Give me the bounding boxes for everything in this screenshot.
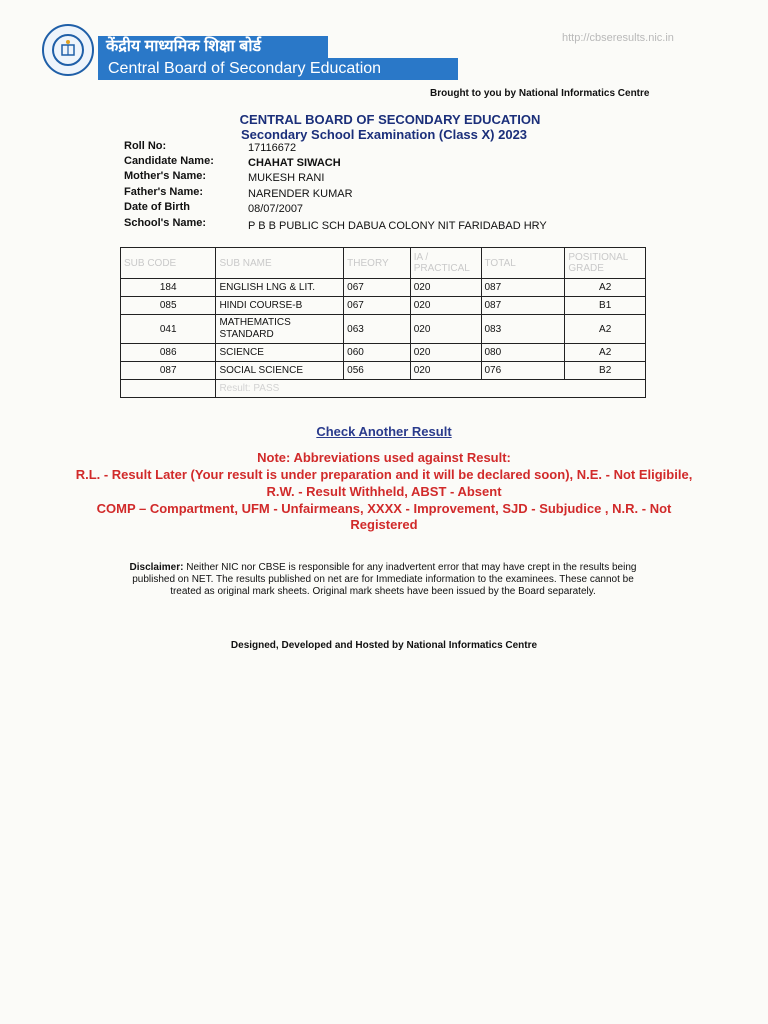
grade-cell: B2 <box>565 362 646 380</box>
sub-code-cell: 184 <box>121 279 216 297</box>
practical-cell: 020 <box>410 279 481 297</box>
grade-cell: A2 <box>565 315 646 344</box>
grade-cell: A2 <box>565 344 646 362</box>
hindi-board-title: केंद्रीय माध्यमिक शिक्षा बोर्ड <box>98 36 328 58</box>
sub-name-cell: ENGLISH LNG & LIT. <box>216 279 344 297</box>
sub-name-cell: SOCIAL SCIENCE <box>216 362 344 380</box>
marks-table <box>120 247 646 398</box>
header-theory: THEORY <box>344 248 411 279</box>
roll-value: 17116672 <box>248 142 297 154</box>
sub-code-cell: 086 <box>121 344 216 362</box>
total-cell: 087 <box>481 297 565 315</box>
theory-cell: 060 <box>344 344 411 362</box>
sub-code-cell: 041 <box>121 315 216 344</box>
theory-cell: 067 <box>344 297 411 315</box>
check-another-result-link[interactable]: Check Another Result <box>316 424 452 439</box>
dob-value: 08/07/2007 <box>248 203 304 215</box>
header-sub-code: SUB CODE <box>121 248 216 279</box>
practical-cell: 020 <box>410 297 481 315</box>
abbreviations-line-4: Registered <box>350 517 418 532</box>
abbreviations-line-1: R.L. - Result Later (Your result is under preparation and it will be declared soon), N.E. - Not Eligibile, <box>75 467 693 482</box>
result-cell: Result: PASS <box>216 380 646 398</box>
sub-name-cell: MATHEMATICS STANDARD <box>216 315 344 344</box>
abbreviations-heading: Note: Abbreviations used against Result: <box>257 450 511 465</box>
table-row <box>121 315 646 344</box>
cbse-logo-icon <box>42 24 94 76</box>
sub-name-cell: HINDI COURSE-B <box>216 297 344 315</box>
header-practical: IA / PRACTICAL <box>410 248 481 279</box>
theory-cell: 067 <box>344 279 411 297</box>
table-header-row <box>121 248 646 279</box>
board-heading: CENTRAL BOARD OF SECONDARY EDUCATION <box>239 112 541 127</box>
dob-label: Date of Birth <box>124 201 190 213</box>
table-row <box>121 344 646 362</box>
header-grade: POSITIONAL GRADE <box>565 248 646 279</box>
total-cell: 080 <box>481 344 565 362</box>
sub-code-cell: 085 <box>121 297 216 315</box>
designed-by-footer: Designed, Developed and Hosted by National Informatics Centre <box>230 640 538 651</box>
practical-cell: 020 <box>410 344 481 362</box>
disclaimer <box>118 562 648 598</box>
school-name-value: P B B PUBLIC SCH DABUA COLONY NIT FARIDABAD HRY <box>248 220 547 232</box>
roll-label: Roll No: <box>124 140 167 152</box>
disclaimer-label: Disclaimer: <box>129 562 184 573</box>
abbreviations-line-2: R.W. - Result Withheld, ABST - Absent <box>266 484 502 499</box>
total-cell: 087 <box>481 279 565 297</box>
practical-cell: 020 <box>410 362 481 380</box>
result-row <box>121 380 646 398</box>
candidate-name-value: CHAHAT SIWACH <box>248 157 341 169</box>
site-url: http://cbseresults.nic.in <box>562 32 674 44</box>
theory-cell: 056 <box>344 362 411 380</box>
father-name-label: Father's Name: <box>124 186 204 198</box>
total-cell: 076 <box>481 362 565 380</box>
candidate-name-label: Candidate Name: <box>124 155 214 167</box>
grade-cell: A2 <box>565 279 646 297</box>
brought-by-text: Brought to you by National Informatics Centre <box>430 88 650 99</box>
table-row <box>121 279 646 297</box>
header-total: TOTAL <box>481 248 565 279</box>
sub-name-cell: SCIENCE <box>216 344 344 362</box>
total-cell: 083 <box>481 315 565 344</box>
practical-cell: 020 <box>410 315 481 344</box>
school-name-label: School's Name: <box>124 217 207 229</box>
table-row <box>121 362 646 380</box>
table-row <box>121 297 646 315</box>
result-empty-cell <box>121 380 216 398</box>
mother-name-label: Mother's Name: <box>124 170 207 182</box>
sub-code-cell: 087 <box>121 362 216 380</box>
mother-name-value: MUKESH RANI <box>248 172 325 184</box>
abbreviations-line-3: COMP – Compartment, UFM - Unfairmeans, XXXX - Improvement, SJD - Subjudice , N.R. - Not <box>96 501 672 516</box>
header-sub-name: SUB NAME <box>216 248 344 279</box>
disclaimer-text: Neither NIC nor CBSE is responsible for any inadvertent error that may have crept in the results being published on NET. The results published on net are for Immediate information to the examinees. These cannot be treated as original mark sheets. Original mark sheets have been issued by the Board separately. <box>132 562 637 597</box>
father-name-value: NARENDER KUMAR <box>248 188 353 200</box>
grade-cell: B1 <box>565 297 646 315</box>
exam-heading: Secondary School Examination (Class X) 2023 <box>240 127 528 142</box>
english-board-title: Central Board of Secondary Education <box>98 58 458 80</box>
theory-cell: 063 <box>344 315 411 344</box>
